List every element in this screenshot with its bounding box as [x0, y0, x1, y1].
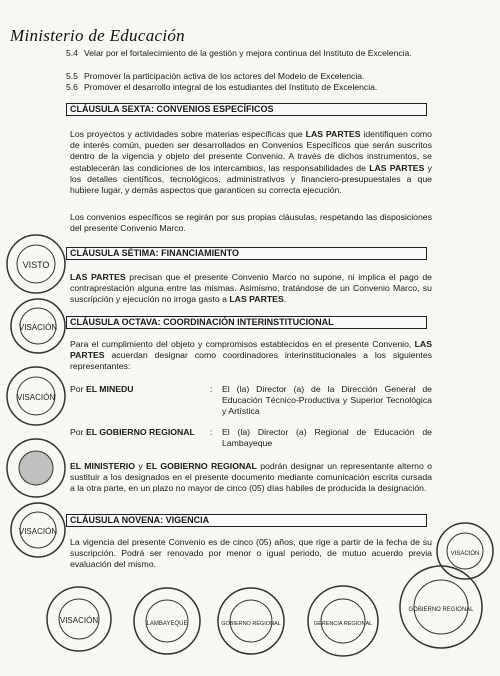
- svg-text:GERENCIA REGIONAL: GERENCIA REGIONAL: [313, 621, 373, 627]
- representative-minedu: El (la) Director (a) de la Dirección General de Educación Técnico-Productiva y Superior Tecnológica y Artística: [222, 384, 432, 417]
- visacion-stamp: [4, 364, 68, 428]
- colon: :: [210, 384, 213, 394]
- regional-stamp: [304, 582, 382, 660]
- visacion-stamp: [8, 296, 68, 356]
- colon: :: [210, 427, 213, 437]
- visacion-stamp: [44, 584, 114, 654]
- clause-sexta-paragraph-2: Los convenios específicos se regirán por sus propias cláusulas, respetando las disposiciones del presente Convenio Marco.: [70, 212, 432, 234]
- list-item: [66, 71, 444, 82]
- regional-stamp: [214, 584, 288, 658]
- representative-gobierno-regional: El (la) Director (a) Regional de Educación de Lambayeque: [222, 427, 432, 449]
- visacion-stamp: [8, 500, 68, 560]
- item-text: Promover la participación activa de los actores del Modelo de Excelencia.: [84, 71, 365, 81]
- representative-label-gobierno-regional: Por EL GOBIERNO REGIONAL: [70, 427, 195, 437]
- clause-heading-octava: CLÁUSULA OCTAVA: COORDINACIÓN INTERINSTITUCIONAL: [66, 316, 427, 329]
- item-text: Promover el desarrollo integral de los estudiantes del Instituto de Excelencia.: [84, 82, 378, 92]
- clause-heading-sexta: CLÁUSULA SEXTA: CONVENIOS ESPECÍFICOS: [66, 103, 427, 116]
- visto-stamp: [4, 232, 68, 296]
- clause-heading-setima: CLÁUSULA SÉTIMA: FINANCIAMIENTO: [66, 247, 427, 260]
- svg-text:VISACIÓN: VISACIÓN: [18, 323, 58, 332]
- ministry-letterhead: Ministerio de Educación: [10, 26, 185, 45]
- regional-seal-stamp: [4, 436, 68, 500]
- clause-novena-paragraph: La vigencia del presente Convenio es de cinco (05) años, que rige a partir de la fecha de su suscripción. Podrá ser renovado por menor o igual periodo, de mutuo acuerdo previa evaluación del mismo.: [70, 537, 432, 570]
- svg-text:GOBIERNO REGIONAL: GOBIERNO REGIONAL: [408, 607, 474, 613]
- svg-text:VISACIÓN: VISACIÓN: [59, 616, 99, 625]
- regional-stamp: [130, 584, 204, 658]
- clause-setima-paragraph: LAS PARTES precisan que el presente Convenio Marco no supone, ni implica el pago de contraprestación alguna entre las mismas. Asimismo, tratándose de un Convenio Marco, su suscripción y ejecución no irroga gasto a LAS PARTES.: [70, 272, 432, 305]
- item-number: 5.6: [66, 82, 78, 92]
- svg-text:VISACIÓN: VISACIÓN: [18, 527, 58, 536]
- item-number: 5.5: [66, 71, 78, 81]
- svg-text:VISTO: VISTO: [22, 260, 50, 270]
- clause-octava-paragraph-1: Para el cumplimiento del objeto y compromisos establecidos en el presente Convenio, LAS PARTES acuerdan designar como coordinadores interinstitucionales a los siguientes representantes:: [70, 339, 432, 372]
- item-number: 5.4: [66, 48, 78, 58]
- svg-text:VISACIÓN: VISACIÓN: [450, 551, 480, 557]
- clause-octava-paragraph-2: EL MINISTERIO y EL GOBIERNO REGIONAL podrán designar un representante alterno o sustituir a los designados en el presente documento mediante comunicación escrita cursada a la otra parte, en un plazo no mayor de cinco (05) días hábiles de producida la designación.: [70, 461, 432, 494]
- item-text: Velar por el fortalecimiento de la gestión y mejora continua del Instituto de Excelencia.: [84, 48, 412, 58]
- clause-heading-novena: CLÁUSULA NOVENA: VIGENCIA: [66, 514, 427, 527]
- svg-text:GOBIERNO REGIONAL: GOBIERNO REGIONAL: [221, 621, 281, 627]
- representative-label-minedu: Por EL MINEDU: [70, 384, 134, 394]
- clause-sexta-paragraph-1: Los proyectos y actividades sobre materias específicas que LAS PARTES identifiquen como de interés común, pueden ser desarrollados en Convenios Específicos que serán suscritos dentro de la vigencia y objeto del presente Convenio. A través de dichos instrumentos, se establecerán las condiciones de los intercambios, las responsabilidades de LAS PARTES y los detalles científicos, tecnológicos, administrativos y financiero-presupuestales a que hubiere lugar, y demás aspectos que garanticen su correcta ejecución.: [70, 129, 432, 196]
- list-item: [66, 48, 444, 59]
- svg-text:VISACIÓN: VISACIÓN: [16, 393, 56, 402]
- svg-text:LAMBAYEQUE: LAMBAYEQUE: [146, 621, 188, 627]
- regional-stamp: [434, 520, 496, 582]
- list-item: [66, 82, 444, 93]
